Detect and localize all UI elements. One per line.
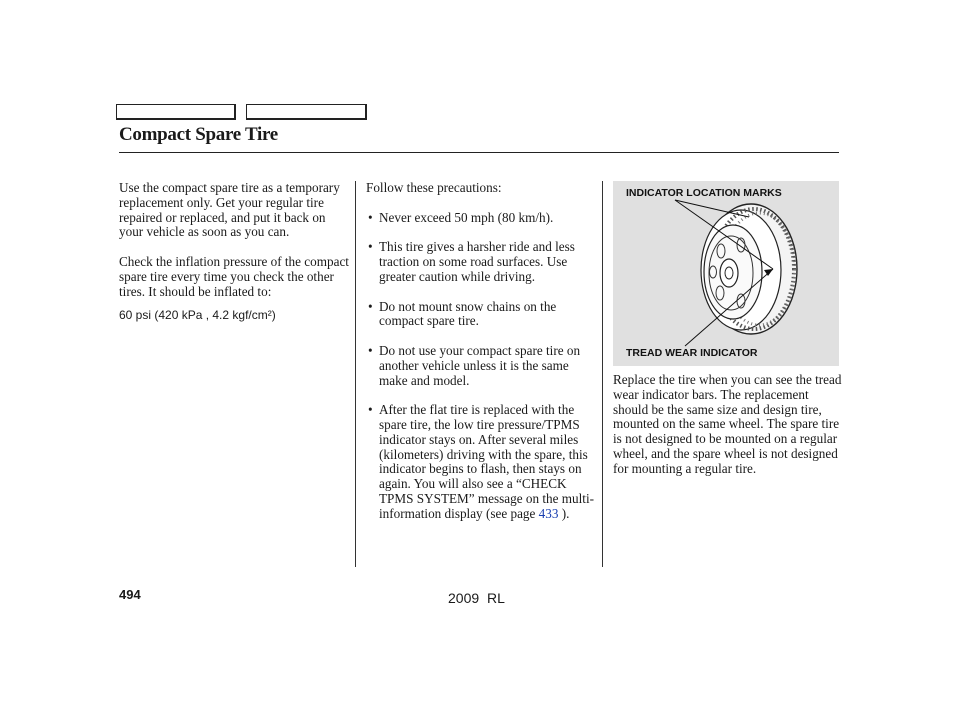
page-number: 494 <box>119 587 141 602</box>
list-item: • This tire gives a harsher ride and less traction on some road surfaces. Use greater caution while driving. <box>366 240 596 284</box>
tread-wear-label: TREAD WEAR INDICATOR <box>626 347 758 359</box>
tpms-text: After the flat tire is replaced with the spare tire, the low tire pressure/TPMS indicator stays on. After several miles (kilometers) driving with the spare, this indicator begins to flash, then stays on again. You will also see a “CHECK TPMS SYSTEM” message on the multi-information display (see page <box>379 402 595 521</box>
list-item: • Never exceed 50 mph (80 km/h). <box>366 211 596 226</box>
nav-tab-2[interactable] <box>246 104 367 120</box>
indicator-location-label: INDICATOR LOCATION MARKS <box>626 187 782 199</box>
precautions-intro: Follow these precautions: <box>366 180 502 195</box>
list-item: • Do not use your compact spare tire on another vehicle unless it is the same make and model. <box>366 344 596 388</box>
left-column <box>119 181 351 322</box>
tpms-text-end: ). <box>558 505 570 521</box>
middle-column <box>366 181 596 522</box>
page-link[interactable]: 433 <box>538 505 559 521</box>
tire-icon <box>701 204 797 334</box>
column-divider-2 <box>602 181 603 567</box>
paragraph-inflation-check: Check the inflation pressure of the compact spare tire every time you check the other tires. It should be inflated to: <box>119 254 349 299</box>
title-rule <box>119 152 839 153</box>
footer-model: 2009 RL <box>448 590 505 606</box>
precautions-list <box>366 211 596 522</box>
page-title: Compact Spare Tire <box>119 124 278 145</box>
spare-tire-illustration <box>613 181 839 366</box>
tire-figure <box>613 181 839 366</box>
list-item <box>366 403 596 521</box>
column-divider-1 <box>355 181 356 567</box>
nav-tab-1[interactable] <box>116 104 236 120</box>
paragraph-temporary-use: Use the compact spare tire as a temporary replacement only. Get your regular tire repaired or replaced, and put it back on your vehicle as soon as you can. <box>119 180 340 240</box>
right-column-text <box>613 373 843 492</box>
list-item: • Do not mount snow chains on the compact spare tire. <box>366 300 596 330</box>
pressure-value: 60 psi (420 kPa , 4.2 kgf/cm²) <box>119 307 276 322</box>
paragraph-replace-tire: Replace the tire when you can see the tread wear indicator bars. The replacement should be the same size and design tire, mounted on the same wheel. The spare tire is not designed to be mounted on a regular wheel, and the spare wheel is not designed for mounting a regular tire. <box>613 372 842 476</box>
